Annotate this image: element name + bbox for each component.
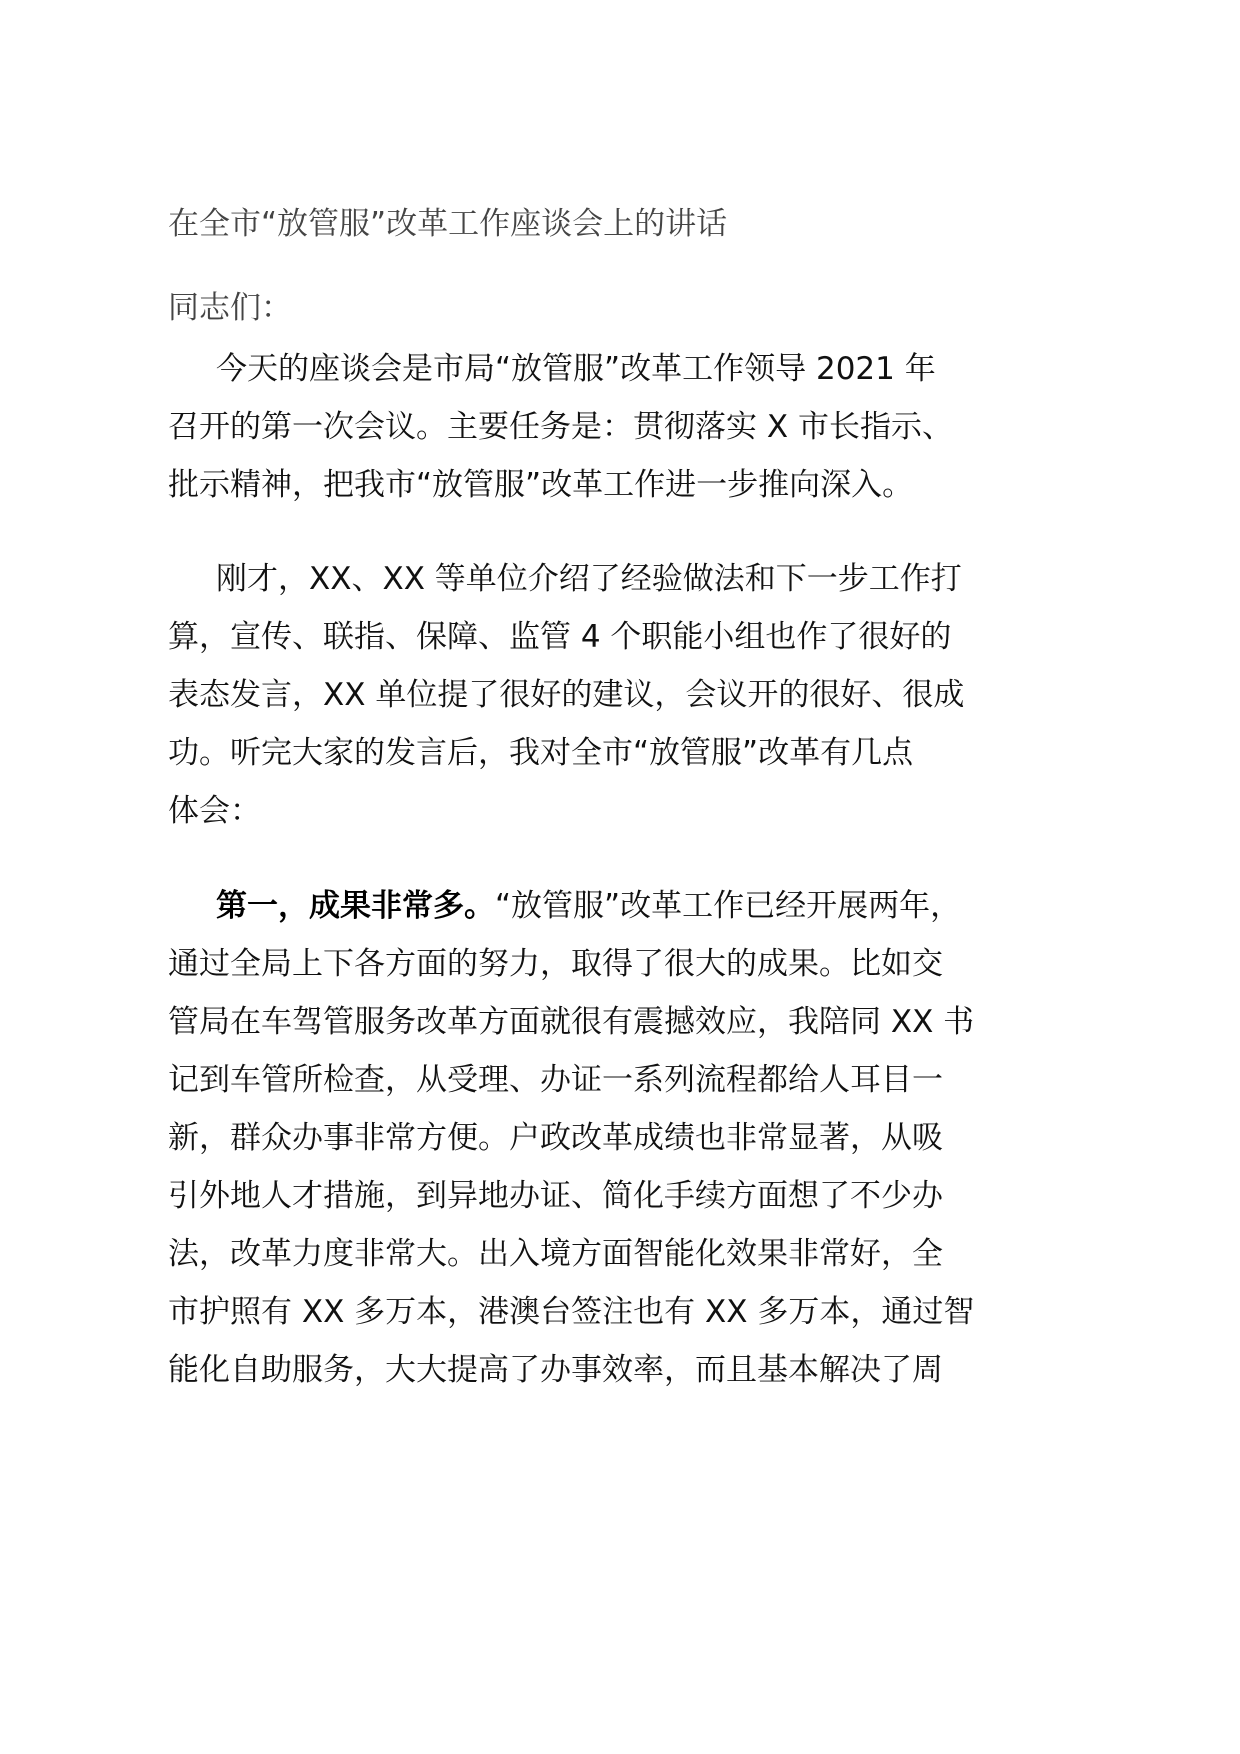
paragraph-line: 法，改革力度非常大。出入境方面智能化效果非常好，全 — [168, 1236, 943, 1272]
paragraph-line: 刚才，XX、XX 等单位介绍了经验做法和下一步工作打 — [216, 561, 962, 597]
paragraph-line — [168, 877, 1048, 935]
paragraph-line: 引外地人才措施，到异地办证、简化手续方面想了不少办 — [168, 1178, 943, 1214]
paragraph-line: 今天的座谈会是市局“放管服”改革工作领导 2021 年 — [216, 351, 936, 387]
point-heading: 第一，成果非常多。 — [216, 888, 495, 924]
paragraph-line: 市护照有 XX 多万本，港澳台签注也有 XX 多万本，通过智 — [168, 1294, 975, 1330]
paragraph-opening — [168, 340, 1048, 514]
paragraph-line: 管局在车驾管服务改革方面就很有震撼效应，我陪同 XX 书 — [168, 1004, 975, 1040]
paragraph-first-point — [168, 877, 1048, 1399]
document-title: 在全市“放管服”改革工作座谈会上的讲话 — [168, 206, 728, 242]
paragraph-line: 算，宣传、联指、保障、监管 4 个职能小组也作了很好的 — [168, 619, 952, 655]
paragraph-line: 召开的第一次会议。主要任务是：贯彻落实 X 市长指示、 — [168, 409, 953, 445]
paragraph-line: 功。听完大家的发言后，我对全市“放管服”改革有几点 — [168, 735, 914, 771]
point-text: “放管服”改革工作已经开展两年， — [495, 888, 962, 924]
paragraph-line: 记到车管所检查，从受理、办证一系列流程都给人耳目一 — [168, 1062, 943, 1098]
paragraph-line: 新，群众办事非常方便。户政改革成绩也非常显著，从吸 — [168, 1120, 943, 1156]
paragraph-line: 表态发言，XX 单位提了很好的建议，会议开的很好、很成 — [168, 677, 965, 713]
salutation: 同志们： — [168, 290, 292, 326]
paragraph-line: 通过全局上下各方面的努力，取得了很大的成果。比如交 — [168, 946, 943, 982]
paragraph-line: 能化自助服务，大大提高了办事效率，而且基本解决了周 — [168, 1352, 943, 1388]
paragraph-feedback — [168, 550, 1048, 840]
paragraph-line: 批示精神，把我市“放管服”改革工作进一步推向深入。 — [168, 467, 914, 503]
paragraph-line: 体会： — [168, 793, 261, 829]
